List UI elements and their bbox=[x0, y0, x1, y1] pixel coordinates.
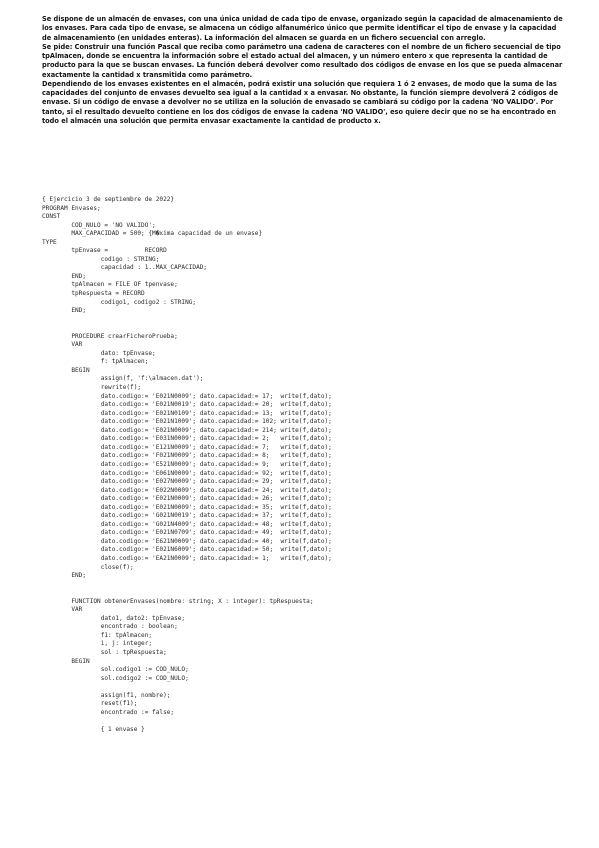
code-line: dato.codigo:= 'F021N0009'; dato.capacidad:= 8; write(f,dato); bbox=[42, 452, 332, 460]
code-line: dato.codigo:= 'EA21N0009'; dato.capacidad:= 1; write(f,dato); bbox=[42, 554, 332, 562]
code-line: f: tpAlmacen; bbox=[42, 358, 149, 366]
code-line: sol.codigo1 := COD_NULO; bbox=[42, 666, 189, 674]
code-line: dato.codigo:= 'E521N0009'; dato.capacidad:= 9; write(f,dato); bbox=[42, 460, 332, 468]
code-line: dato.codigo:= 'E021N1009'; dato.capacidad:= 102; write(f,dato); bbox=[42, 418, 332, 426]
code-line: close(f); bbox=[42, 563, 134, 571]
code-line: MAX_CAPACIDAD = 500; {M�xima capacidad de un envase} bbox=[42, 230, 263, 238]
code-line: tpEnvase = RECORD bbox=[42, 247, 167, 255]
code-line: sol.codigo2 := COD_NULO; bbox=[42, 674, 189, 682]
code-line: dato.codigo:= 'E027N0009'; dato.capacidad:= 29; write(f,dato); bbox=[42, 478, 332, 486]
code-line bbox=[42, 316, 332, 325]
code-line: dato.codigo:= 'E022N0009'; dato.capacidad:= 24; write(f,dato); bbox=[42, 486, 332, 494]
code-line: tpAlmacen = FILE OF tpenvase; bbox=[42, 281, 178, 289]
code-line: dato.codigo:= 'E021N0009'; dato.capacidad:= 214; write(f,dato); bbox=[42, 426, 332, 434]
code-line: dato1, dato2: tpEnvase; bbox=[42, 614, 186, 622]
code-line: codigo1, codigo2 : STRING; bbox=[42, 298, 197, 306]
statement-paragraph-2: Se pide: Construir una función Pascal que reciba como parámetro una cadena de caracteres con el nombre de un fichero secuencial de tipo tpAlmacen, donde se encuentra la información sobre el estado actual del almacen, y un número entero x que representa la cantidad de producto para la que se buscan envases. La función deberá devolver como resultado dos códigos de envase en los que se pueda almacenar exactamente la cantidad x transmitida como parámetro. bbox=[42, 42, 563, 79]
code-line: dato.codigo:= 'G021N4009'; dato.capacidad:= 48; write(f,dato); bbox=[42, 520, 332, 528]
code-line: dato: tpEnvase; bbox=[42, 349, 156, 357]
code-line: dato.codigo:= 'E021N0109'; dato.capacidad:= 13; write(f,dato); bbox=[42, 409, 332, 417]
code-line: dato.codigo:= 'E621N0009'; dato.capacidad:= 40; write(f,dato); bbox=[42, 537, 332, 545]
code-line: dato.codigo:= 'E031N0009'; dato.capacidad:= 2; write(f,dato); bbox=[42, 435, 332, 443]
code-line: TYPE bbox=[42, 238, 57, 246]
code-line: assign(f, 'f:\almacen.dat'); bbox=[42, 375, 204, 383]
code-line: assign(f1, nombre); bbox=[42, 691, 171, 699]
code-line: encontrado := false; bbox=[42, 708, 175, 716]
code-line: PROGRAM Envases; bbox=[42, 204, 101, 212]
code-line: END; bbox=[42, 272, 87, 280]
code-line: VAR bbox=[42, 606, 83, 614]
code-line: dato.codigo:= 'G021N0019'; dato.capacidad:= 37; write(f,dato); bbox=[42, 512, 332, 520]
statement-paragraph-3: Dependiendo de los envases existentes en el almacén, podrá existir una solución que requiera 1 ó 2 envases, de modo que la suma de las capacidades del conjunto de envases devuelto sea igual a la cantidad x a envasar. No obstante, la función siempre devolverá 2 códigos de envase. Si un código de envase a devolver no se utiliza en la solución de envasado se cambiará su código por la cadena 'NO VALIDO'. Por tanto, si el resultado devuelto contiene en los dos códigos de envase la cadena 'NO VALIDO', eso quiere decir que no se ha encontrado en todo el almacén una solución que permita envasar exactamente la cantidad de producto x. bbox=[42, 79, 559, 125]
code-line: { 1 envase } bbox=[42, 725, 145, 733]
code-line: dato.codigo:= 'E021N0019'; dato.capacidad:= 20; write(f,dato); bbox=[42, 401, 332, 409]
code-line: FUNCTION obtenerEnvases(nombre: string; X : integer): tpRespuesta; bbox=[42, 597, 314, 605]
code-line: END; bbox=[42, 307, 87, 315]
pascal-code-listing bbox=[42, 196, 332, 734]
code-line bbox=[42, 683, 332, 692]
code-line: codigo : STRING; bbox=[42, 255, 160, 263]
code-line: dato.codigo:= 'E021N0709'; dato.capacidad:= 49; write(f,dato); bbox=[42, 529, 332, 537]
code-line: dato.codigo:= 'E121N0009'; dato.capacidad:= 7; write(f,dato); bbox=[42, 443, 332, 451]
code-line: dato.codigo:= 'E021N6009'; dato.capacidad:= 50; write(f,dato); bbox=[42, 546, 332, 554]
code-line: capacidad : 1..MAX_CAPACIDAD; bbox=[42, 264, 208, 272]
code-line: reset(f1); bbox=[42, 700, 138, 708]
code-line: BEGIN bbox=[42, 657, 90, 665]
code-line: tpRespuesta = RECORD bbox=[42, 290, 145, 298]
code-line: f1: tpAlmacen; bbox=[42, 631, 153, 639]
code-line: rewrite(f); bbox=[42, 384, 142, 392]
code-line: dato.codigo:= 'E021N0009'; dato.capacidad:= 26; write(f,dato); bbox=[42, 495, 332, 503]
code-line: { Ejercicio 3 de septiembre de 2022} bbox=[42, 196, 175, 203]
code-line: BEGIN bbox=[42, 366, 90, 374]
statement-paragraph-1: Se dispone de un almacén de envases, con una única unidad de cada tipo de envase, organizado según la capacidad de almacenamiento de los envases. Para cada tipo de envase, se almacena un código alfanumérico único que permite identificar el tipo de envase y la capacidad de almacenamiento (en unidades enteras). La información del almacen se guarda en un fichero secuencial con arreglo. bbox=[42, 15, 563, 42]
code-line: dato.codigo:= 'E061N0009'; dato.capacidad:= 92; write(f,dato); bbox=[42, 469, 332, 477]
code-line: dato.codigo:= 'E021N0009'; dato.capacidad:= 17; write(f,dato); bbox=[42, 392, 332, 400]
code-line bbox=[42, 324, 332, 333]
code-line: PROCEDURE crearFicheroPrueba; bbox=[42, 332, 178, 340]
code-line: encontrado : boolean; bbox=[42, 623, 178, 631]
code-line: COD_NULO = 'NO VALIDO'; bbox=[42, 221, 156, 229]
code-line bbox=[42, 589, 332, 598]
code-line: CONST bbox=[42, 213, 61, 221]
code-line: END; bbox=[42, 572, 87, 580]
problem-statement bbox=[42, 15, 566, 126]
code-line: dato.codigo:= 'E021N0009'; dato.capacidad:= 35; write(f,dato); bbox=[42, 503, 332, 511]
code-line: i, j: integer; bbox=[42, 640, 153, 648]
code-line bbox=[42, 717, 332, 726]
code-line bbox=[42, 581, 332, 590]
code-line: VAR bbox=[42, 341, 83, 349]
code-line: sol : tpRespuesta; bbox=[42, 648, 167, 656]
